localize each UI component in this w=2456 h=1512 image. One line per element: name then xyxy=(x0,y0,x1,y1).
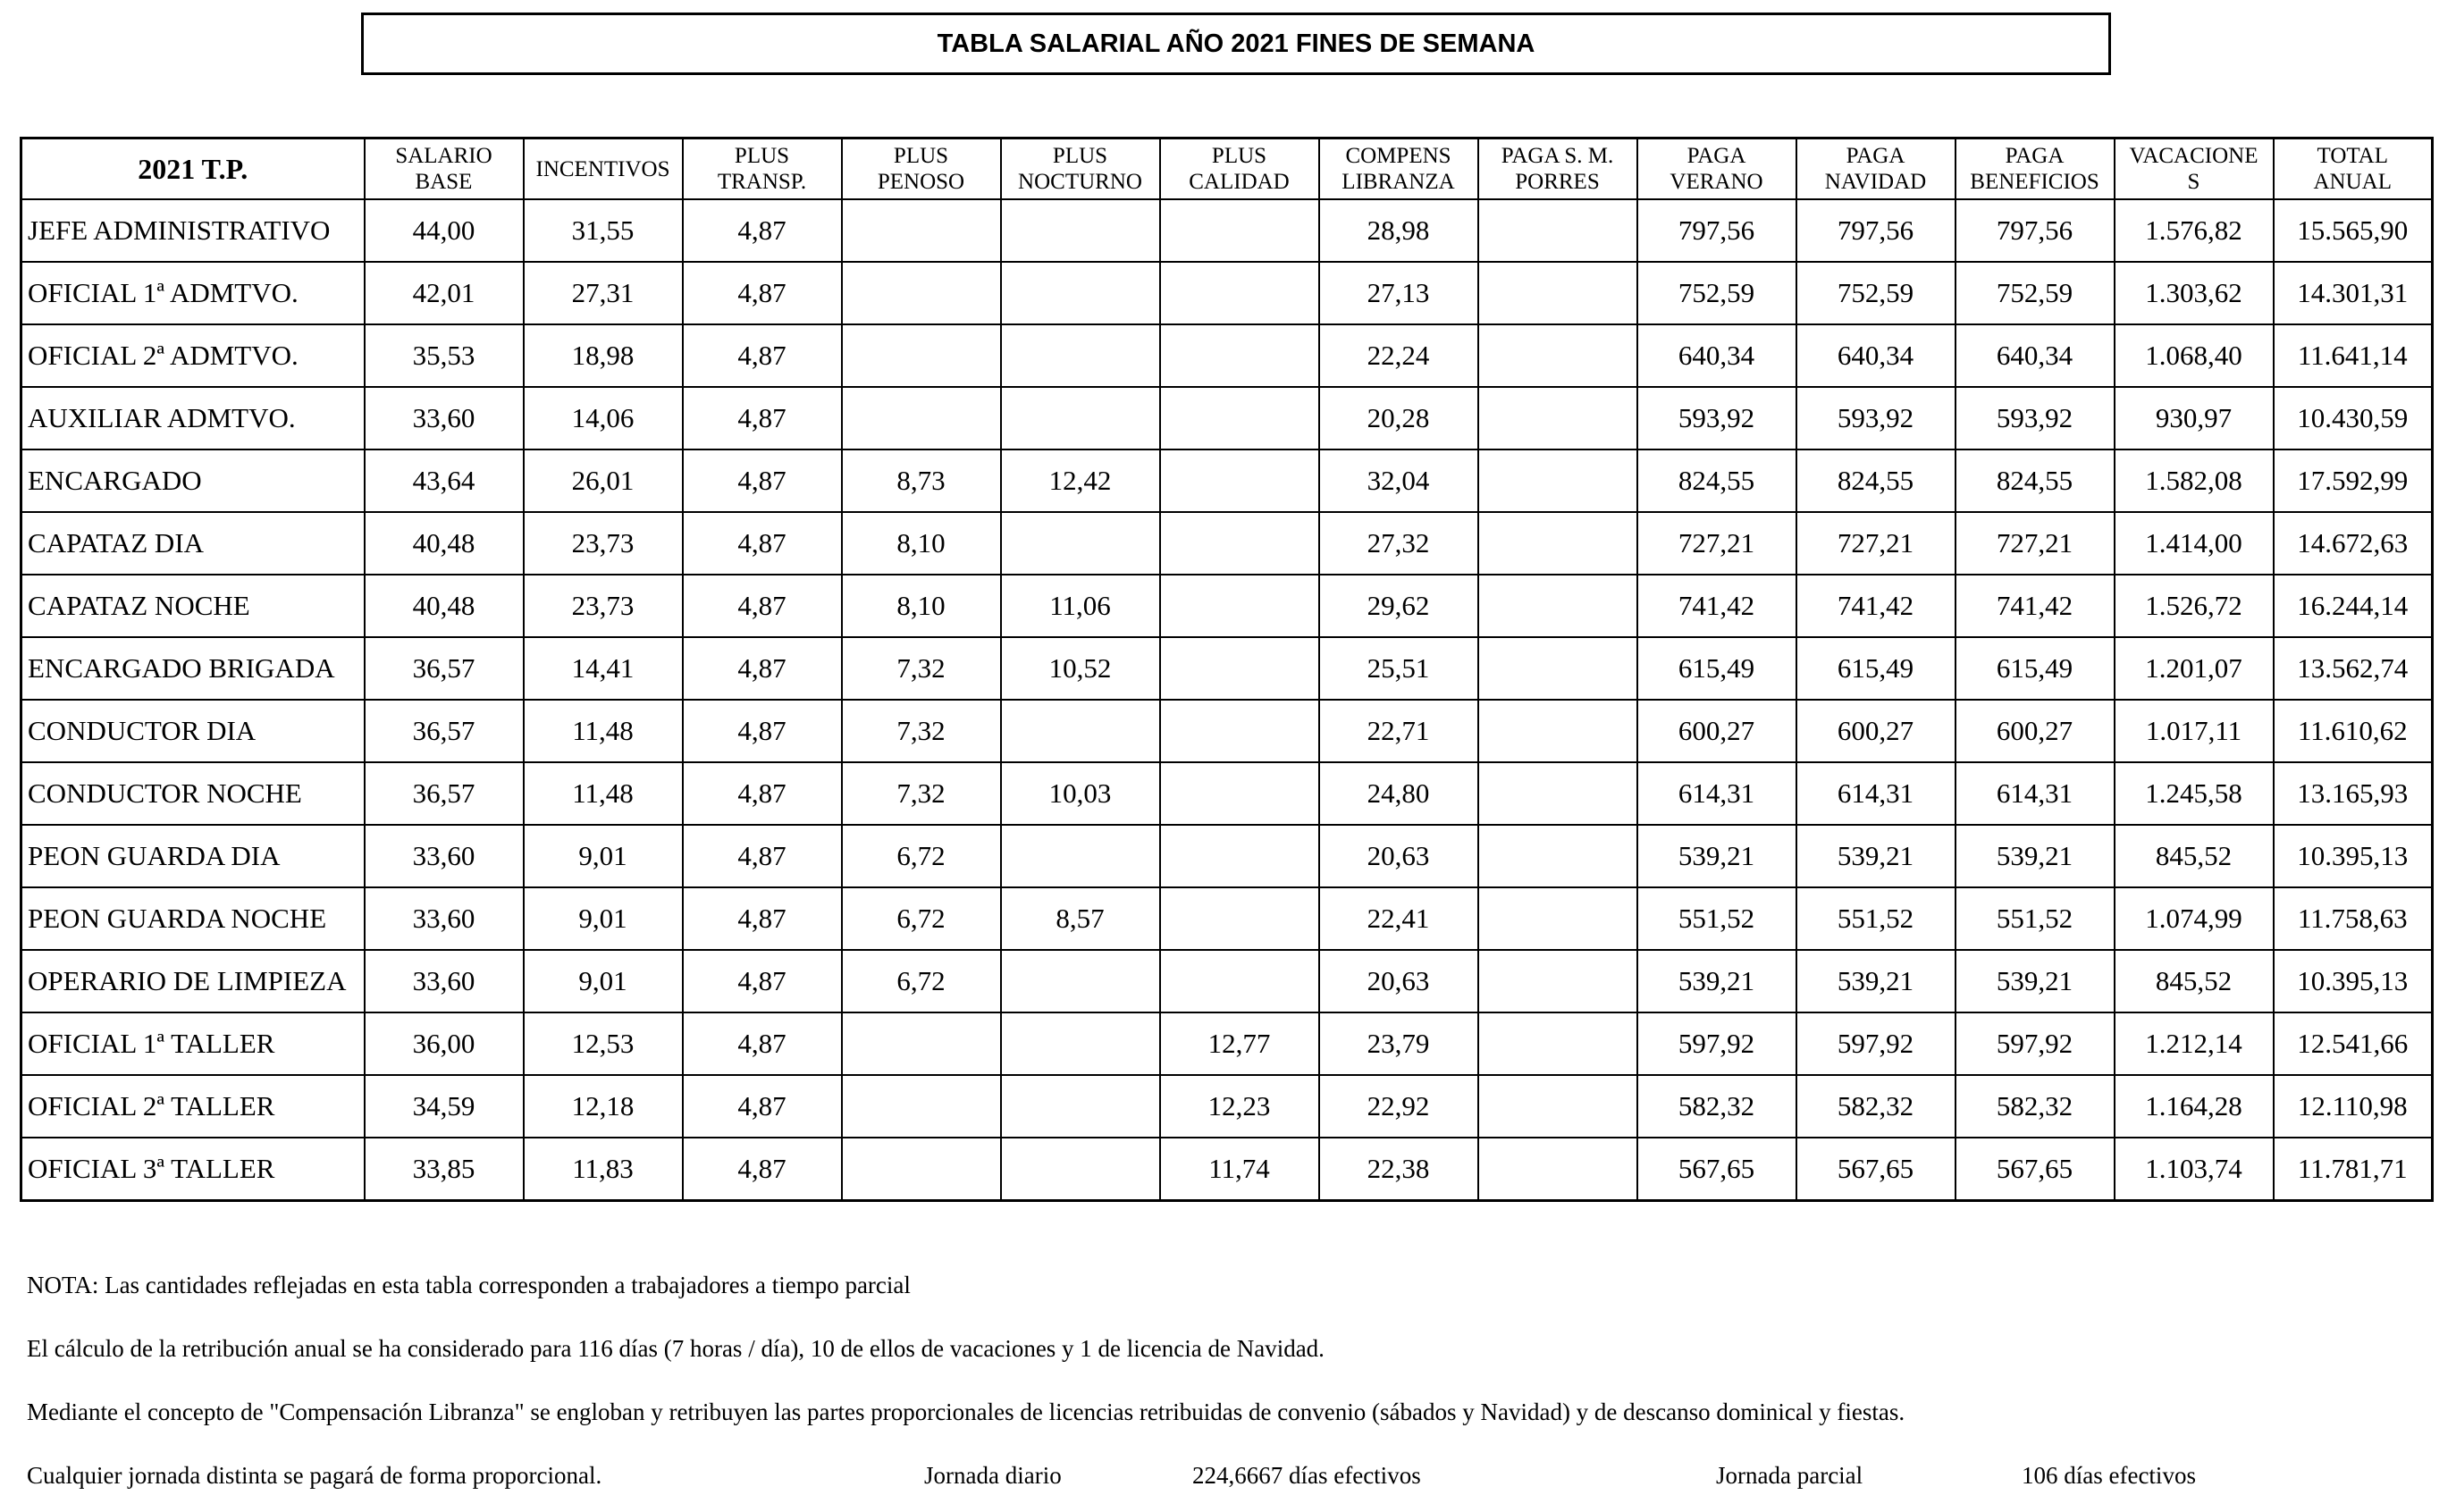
value-cell xyxy=(1160,825,1319,887)
value-cell: 597,92 xyxy=(1956,1012,2115,1075)
header-text: CALIDAD xyxy=(1189,170,1290,194)
category-cell: ENCARGADO xyxy=(21,449,365,512)
value-cell xyxy=(842,1138,1001,1201)
value-cell: 614,31 xyxy=(1956,762,2115,825)
value-cell xyxy=(1478,887,1637,950)
value-cell: 14,06 xyxy=(524,387,683,449)
value-cell xyxy=(1478,449,1637,512)
table-row xyxy=(21,700,2433,762)
value-cell: 26,01 xyxy=(524,449,683,512)
value-cell: 6,72 xyxy=(842,887,1001,950)
value-cell: 12,53 xyxy=(524,1012,683,1075)
header-cell xyxy=(1160,139,1319,200)
header-text: COMPENS xyxy=(1345,144,1451,168)
header-cell xyxy=(1637,139,1796,200)
value-cell: 824,55 xyxy=(1956,449,2115,512)
value-cell: 1.576,82 xyxy=(2115,199,2274,262)
header-text: PAGA xyxy=(1846,144,1905,168)
value-cell: 12,77 xyxy=(1160,1012,1319,1075)
document-title xyxy=(361,13,2111,75)
value-cell xyxy=(1478,575,1637,637)
value-cell: 582,32 xyxy=(1956,1075,2115,1138)
value-cell: 12,42 xyxy=(1001,449,1160,512)
value-cell: 35,53 xyxy=(365,324,524,387)
value-cell: 6,72 xyxy=(842,825,1001,887)
value-cell: 1.164,28 xyxy=(2115,1075,2274,1138)
value-cell: 1.068,40 xyxy=(2115,324,2274,387)
value-cell xyxy=(1160,887,1319,950)
category-cell: OFICIAL 3ª TALLER xyxy=(21,1138,365,1201)
value-cell: 11,48 xyxy=(524,762,683,825)
value-cell: 10,52 xyxy=(1001,637,1160,700)
category-cell: OFICIAL 2ª ADMTVO. xyxy=(21,324,365,387)
header-text: PAGA S. M. xyxy=(1501,144,1614,168)
value-cell: 1.103,74 xyxy=(2115,1138,2274,1201)
table-row xyxy=(21,512,2433,575)
value-cell: 1.582,08 xyxy=(2115,449,2274,512)
header-text: PENOSO xyxy=(877,170,965,194)
value-cell: 741,42 xyxy=(1796,575,1956,637)
value-cell xyxy=(1478,262,1637,324)
value-cell: 33,60 xyxy=(365,825,524,887)
value-cell xyxy=(1160,950,1319,1012)
value-cell: 11,83 xyxy=(524,1138,683,1201)
value-cell: 615,49 xyxy=(1637,637,1796,700)
value-cell: 615,49 xyxy=(1796,637,1956,700)
table-row xyxy=(21,825,2433,887)
value-cell: 24,80 xyxy=(1319,762,1478,825)
value-cell: 1.414,00 xyxy=(2115,512,2274,575)
value-cell xyxy=(1160,262,1319,324)
value-cell: 593,92 xyxy=(1956,387,2115,449)
value-cell: 11,48 xyxy=(524,700,683,762)
header-text: ANUAL xyxy=(2313,170,2392,194)
value-cell: 14,41 xyxy=(524,637,683,700)
value-cell: 10,03 xyxy=(1001,762,1160,825)
value-cell: 14.301,31 xyxy=(2274,262,2433,324)
value-cell: 29,62 xyxy=(1319,575,1478,637)
category-cell: AUXILIAR ADMTVO. xyxy=(21,387,365,449)
header-cell xyxy=(842,139,1001,200)
value-cell: 4,87 xyxy=(683,825,842,887)
header-text: LIBRANZA xyxy=(1342,170,1455,194)
value-cell xyxy=(842,1075,1001,1138)
value-cell: 551,52 xyxy=(1796,887,1956,950)
header-cell xyxy=(2274,139,2433,200)
table-row xyxy=(21,637,2433,700)
value-cell xyxy=(1160,575,1319,637)
value-cell: 4,87 xyxy=(683,637,842,700)
value-cell: 36,57 xyxy=(365,637,524,700)
value-cell xyxy=(1478,950,1637,1012)
value-cell xyxy=(1478,637,1637,700)
note-3: Mediante el concepto de "Compensación Libranza" se engloban y retribuyen las partes proporcionales de licencias retribuidas de convenio (sábados y Navidad) y de descanso dominical y fiestas. xyxy=(27,1399,1905,1425)
value-cell xyxy=(1478,512,1637,575)
value-cell: 22,71 xyxy=(1319,700,1478,762)
value-cell: 614,31 xyxy=(1637,762,1796,825)
value-cell: 17.592,99 xyxy=(2274,449,2433,512)
value-cell: 1.074,99 xyxy=(2115,887,2274,950)
value-cell: 4,87 xyxy=(683,387,842,449)
header-text: VERANO xyxy=(1670,170,1763,194)
value-cell: 539,21 xyxy=(1796,950,1956,1012)
value-cell: 551,52 xyxy=(1637,887,1796,950)
header-cell xyxy=(2115,139,2274,200)
table-row xyxy=(21,449,2433,512)
value-cell: 845,52 xyxy=(2115,950,2274,1012)
value-cell xyxy=(1478,324,1637,387)
value-cell xyxy=(1001,387,1160,449)
value-cell: 567,65 xyxy=(1796,1138,1956,1201)
value-cell xyxy=(842,262,1001,324)
value-cell: 28,98 xyxy=(1319,199,1478,262)
value-cell: 23,73 xyxy=(524,512,683,575)
value-cell xyxy=(1160,449,1319,512)
value-cell: 7,32 xyxy=(842,637,1001,700)
value-cell: 752,59 xyxy=(1637,262,1796,324)
value-cell: 727,21 xyxy=(1796,512,1956,575)
value-cell xyxy=(842,199,1001,262)
category-cell: CAPATAZ DIA xyxy=(21,512,365,575)
category-cell: OFICIAL 1ª ADMTVO. xyxy=(21,262,365,324)
value-cell: 44,00 xyxy=(365,199,524,262)
header-text: S xyxy=(2187,170,2200,194)
value-cell: 33,60 xyxy=(365,887,524,950)
value-cell xyxy=(1160,512,1319,575)
value-cell: 12,18 xyxy=(524,1075,683,1138)
value-cell: 9,01 xyxy=(524,825,683,887)
header-text: NOCTURNO xyxy=(1018,170,1142,194)
value-cell: 4,87 xyxy=(683,262,842,324)
value-cell: 22,41 xyxy=(1319,887,1478,950)
value-cell xyxy=(842,1012,1001,1075)
header-category xyxy=(21,139,365,200)
value-cell: 1.303,62 xyxy=(2115,262,2274,324)
value-cell: 4,87 xyxy=(683,449,842,512)
value-cell xyxy=(1001,512,1160,575)
value-cell: 4,87 xyxy=(683,700,842,762)
value-cell: 31,55 xyxy=(524,199,683,262)
header-cell xyxy=(365,139,524,200)
value-cell xyxy=(1160,199,1319,262)
value-cell: 4,87 xyxy=(683,762,842,825)
header-text: PLUS xyxy=(893,144,949,168)
value-cell: 4,87 xyxy=(683,887,842,950)
jornada-diario-label: Jornada diario xyxy=(924,1462,1062,1489)
value-cell: 797,56 xyxy=(1637,199,1796,262)
value-cell xyxy=(1001,825,1160,887)
value-cell: 551,52 xyxy=(1956,887,2115,950)
note-2: El cálculo de la retribución anual se ha considerado para 116 días (7 horas / día), 10 de ellos de vacaciones y 1 de licencia de Navidad. xyxy=(27,1335,1325,1362)
value-cell: 615,49 xyxy=(1956,637,2115,700)
value-cell xyxy=(1478,1075,1637,1138)
title-text: TABLA SALARIAL AÑO 2021 FINES DE SEMANA xyxy=(937,29,1535,58)
header-text: BENEFICIOS xyxy=(1970,170,2099,194)
header-cell xyxy=(1478,139,1637,200)
value-cell: 8,57 xyxy=(1001,887,1160,950)
value-cell: 1.212,14 xyxy=(2115,1012,2274,1075)
value-cell: 4,87 xyxy=(683,1012,842,1075)
table-row xyxy=(21,950,2433,1012)
header-cell xyxy=(524,139,683,200)
value-cell: 25,51 xyxy=(1319,637,1478,700)
value-cell xyxy=(1001,1012,1160,1075)
value-cell: 6,72 xyxy=(842,950,1001,1012)
value-cell: 4,87 xyxy=(683,324,842,387)
value-cell: 15.565,90 xyxy=(2274,199,2433,262)
value-cell: 600,27 xyxy=(1956,700,2115,762)
salary-table xyxy=(20,137,2434,1202)
table-row xyxy=(21,324,2433,387)
value-cell: 11,06 xyxy=(1001,575,1160,637)
value-cell: 27,32 xyxy=(1319,512,1478,575)
value-cell: 22,24 xyxy=(1319,324,1478,387)
value-cell: 10.395,13 xyxy=(2274,825,2433,887)
table-row xyxy=(21,199,2433,262)
header-cell xyxy=(1956,139,2115,200)
jornada-parcial-value: 106 días efectivos xyxy=(2022,1462,2196,1489)
value-cell xyxy=(1160,762,1319,825)
value-cell: 797,56 xyxy=(1956,199,2115,262)
category-cell: CONDUCTOR NOCHE xyxy=(21,762,365,825)
value-cell: 597,92 xyxy=(1637,1012,1796,1075)
header-text: PLUS xyxy=(1052,144,1108,168)
value-cell: 23,73 xyxy=(524,575,683,637)
value-cell: 752,59 xyxy=(1956,262,2115,324)
table-row xyxy=(21,762,2433,825)
value-cell: 12.110,98 xyxy=(2274,1075,2433,1138)
value-cell: 27,13 xyxy=(1319,262,1478,324)
value-cell: 12,23 xyxy=(1160,1075,1319,1138)
value-cell: 4,87 xyxy=(683,199,842,262)
jornada-diario-value: 224,6667 días efectivos xyxy=(1192,1462,1421,1489)
header-cell xyxy=(683,139,842,200)
value-cell: 10.430,59 xyxy=(2274,387,2433,449)
value-cell: 539,21 xyxy=(1637,825,1796,887)
value-cell xyxy=(1478,387,1637,449)
category-cell: OPERARIO DE LIMPIEZA xyxy=(21,950,365,1012)
value-cell: 40,48 xyxy=(365,575,524,637)
header-text: INCENTIVOS xyxy=(535,156,670,181)
value-cell: 4,87 xyxy=(683,950,842,1012)
table-row xyxy=(21,575,2433,637)
value-cell: 10.395,13 xyxy=(2274,950,2433,1012)
value-cell: 11.641,14 xyxy=(2274,324,2433,387)
value-cell: 1.017,11 xyxy=(2115,700,2274,762)
value-cell: 11.758,63 xyxy=(2274,887,2433,950)
value-cell: 22,92 xyxy=(1319,1075,1478,1138)
header-text: NAVIDAD xyxy=(1824,170,1927,194)
category-cell: PEON GUARDA NOCHE xyxy=(21,887,365,950)
category-cell: OFICIAL 1ª TALLER xyxy=(21,1012,365,1075)
value-cell: 593,92 xyxy=(1796,387,1956,449)
value-cell: 597,92 xyxy=(1796,1012,1956,1075)
value-cell: 640,34 xyxy=(1956,324,2115,387)
category-cell: CONDUCTOR DIA xyxy=(21,700,365,762)
header-text: VACACIONE xyxy=(2129,144,2258,168)
value-cell: 539,21 xyxy=(1796,825,1956,887)
header-text: BASE xyxy=(415,170,473,194)
value-cell: 11,74 xyxy=(1160,1138,1319,1201)
value-cell: 727,21 xyxy=(1956,512,2115,575)
value-cell xyxy=(1160,387,1319,449)
value-cell xyxy=(1478,762,1637,825)
value-cell: 7,32 xyxy=(842,700,1001,762)
value-cell: 32,04 xyxy=(1319,449,1478,512)
table-body xyxy=(21,199,2433,1201)
value-cell: 582,32 xyxy=(1637,1075,1796,1138)
value-cell: 752,59 xyxy=(1796,262,1956,324)
value-cell: 4,87 xyxy=(683,1075,842,1138)
header-text: PLUS xyxy=(734,144,790,168)
value-cell: 20,28 xyxy=(1319,387,1478,449)
header-row xyxy=(21,139,2433,200)
value-cell: 1.526,72 xyxy=(2115,575,2274,637)
value-cell xyxy=(1001,700,1160,762)
value-cell: 4,87 xyxy=(683,1138,842,1201)
value-cell: 727,21 xyxy=(1637,512,1796,575)
category-cell: OFICIAL 2ª TALLER xyxy=(21,1075,365,1138)
value-cell: 27,31 xyxy=(524,262,683,324)
value-cell: 797,56 xyxy=(1796,199,1956,262)
value-cell xyxy=(1001,950,1160,1012)
header-cell xyxy=(1319,139,1478,200)
value-cell: 824,55 xyxy=(1637,449,1796,512)
table-row xyxy=(21,887,2433,950)
header-text: PORRES xyxy=(1515,170,1600,194)
value-cell: 20,63 xyxy=(1319,950,1478,1012)
value-cell: 36,57 xyxy=(365,762,524,825)
value-cell: 9,01 xyxy=(524,887,683,950)
value-cell: 34,59 xyxy=(365,1075,524,1138)
value-cell: 845,52 xyxy=(2115,825,2274,887)
value-cell: 1.245,58 xyxy=(2115,762,2274,825)
table-row xyxy=(21,1138,2433,1201)
value-cell xyxy=(1001,1075,1160,1138)
value-cell: 640,34 xyxy=(1637,324,1796,387)
value-cell: 4,87 xyxy=(683,575,842,637)
value-cell: 8,10 xyxy=(842,512,1001,575)
header-text: PLUS xyxy=(1211,144,1267,168)
header-text: PAGA xyxy=(2005,144,2065,168)
value-cell: 7,32 xyxy=(842,762,1001,825)
value-cell: 42,01 xyxy=(365,262,524,324)
value-cell: 13.562,74 xyxy=(2274,637,2433,700)
value-cell: 8,10 xyxy=(842,575,1001,637)
value-cell xyxy=(1478,825,1637,887)
value-cell: 11.610,62 xyxy=(2274,700,2433,762)
note-4: Cualquier jornada distinta se pagará de forma proporcional. xyxy=(27,1462,602,1489)
value-cell: 33,60 xyxy=(365,387,524,449)
value-cell xyxy=(1001,262,1160,324)
value-cell: 600,27 xyxy=(1637,700,1796,762)
value-cell: 539,21 xyxy=(1637,950,1796,1012)
category-cell: CAPATAZ NOCHE xyxy=(21,575,365,637)
value-cell: 614,31 xyxy=(1796,762,1956,825)
category-cell: JEFE ADMINISTRATIVO xyxy=(21,199,365,262)
value-cell xyxy=(1001,1138,1160,1201)
header-text: PAGA xyxy=(1686,144,1746,168)
value-cell: 4,87 xyxy=(683,512,842,575)
value-cell: 539,21 xyxy=(1956,950,2115,1012)
header-text: SALARIO xyxy=(395,144,492,168)
value-cell: 13.165,93 xyxy=(2274,762,2433,825)
value-cell: 8,73 xyxy=(842,449,1001,512)
value-cell: 930,97 xyxy=(2115,387,2274,449)
header-text: TOTAL xyxy=(2317,144,2388,168)
category-cell: PEON GUARDA DIA xyxy=(21,825,365,887)
value-cell: 1.201,07 xyxy=(2115,637,2274,700)
value-cell: 9,01 xyxy=(524,950,683,1012)
jornada-parcial-label: Jornada parcial xyxy=(1716,1462,1863,1489)
value-cell xyxy=(1478,1012,1637,1075)
value-cell xyxy=(1160,700,1319,762)
value-cell xyxy=(1160,324,1319,387)
value-cell: 36,00 xyxy=(365,1012,524,1075)
value-cell: 593,92 xyxy=(1637,387,1796,449)
value-cell: 582,32 xyxy=(1796,1075,1956,1138)
value-cell: 40,48 xyxy=(365,512,524,575)
value-cell xyxy=(1478,700,1637,762)
value-cell: 741,42 xyxy=(1956,575,2115,637)
value-cell xyxy=(842,324,1001,387)
value-cell xyxy=(1160,637,1319,700)
value-cell: 567,65 xyxy=(1956,1138,2115,1201)
value-cell: 640,34 xyxy=(1796,324,1956,387)
value-cell: 14.672,63 xyxy=(2274,512,2433,575)
value-cell: 567,65 xyxy=(1637,1138,1796,1201)
header-cell xyxy=(1001,139,1160,200)
value-cell xyxy=(842,387,1001,449)
value-cell: 824,55 xyxy=(1796,449,1956,512)
value-cell xyxy=(1478,199,1637,262)
value-cell: 600,27 xyxy=(1796,700,1956,762)
value-cell: 43,64 xyxy=(365,449,524,512)
value-cell: 741,42 xyxy=(1637,575,1796,637)
header-text: TRANSP. xyxy=(717,170,807,194)
value-cell xyxy=(1001,199,1160,262)
note-1: NOTA: Las cantidades reflejadas en esta tabla corresponden a trabajadores a tiempo parcial xyxy=(27,1272,911,1298)
table-row xyxy=(21,387,2433,449)
value-cell: 12.541,66 xyxy=(2274,1012,2433,1075)
header-text: 2021 T.P. xyxy=(138,152,248,185)
value-cell: 11.781,71 xyxy=(2274,1138,2433,1201)
value-cell: 33,60 xyxy=(365,950,524,1012)
value-cell: 22,38 xyxy=(1319,1138,1478,1201)
value-cell: 33,85 xyxy=(365,1138,524,1201)
value-cell: 23,79 xyxy=(1319,1012,1478,1075)
value-cell: 16.244,14 xyxy=(2274,575,2433,637)
category-cell: ENCARGADO BRIGADA xyxy=(21,637,365,700)
value-cell: 18,98 xyxy=(524,324,683,387)
header-cell xyxy=(1796,139,1956,200)
value-cell: 20,63 xyxy=(1319,825,1478,887)
table-row xyxy=(21,1075,2433,1138)
table-row xyxy=(21,1012,2433,1075)
value-cell: 36,57 xyxy=(365,700,524,762)
value-cell xyxy=(1001,324,1160,387)
value-cell xyxy=(1478,1138,1637,1201)
table-row xyxy=(21,262,2433,324)
value-cell: 539,21 xyxy=(1956,825,2115,887)
